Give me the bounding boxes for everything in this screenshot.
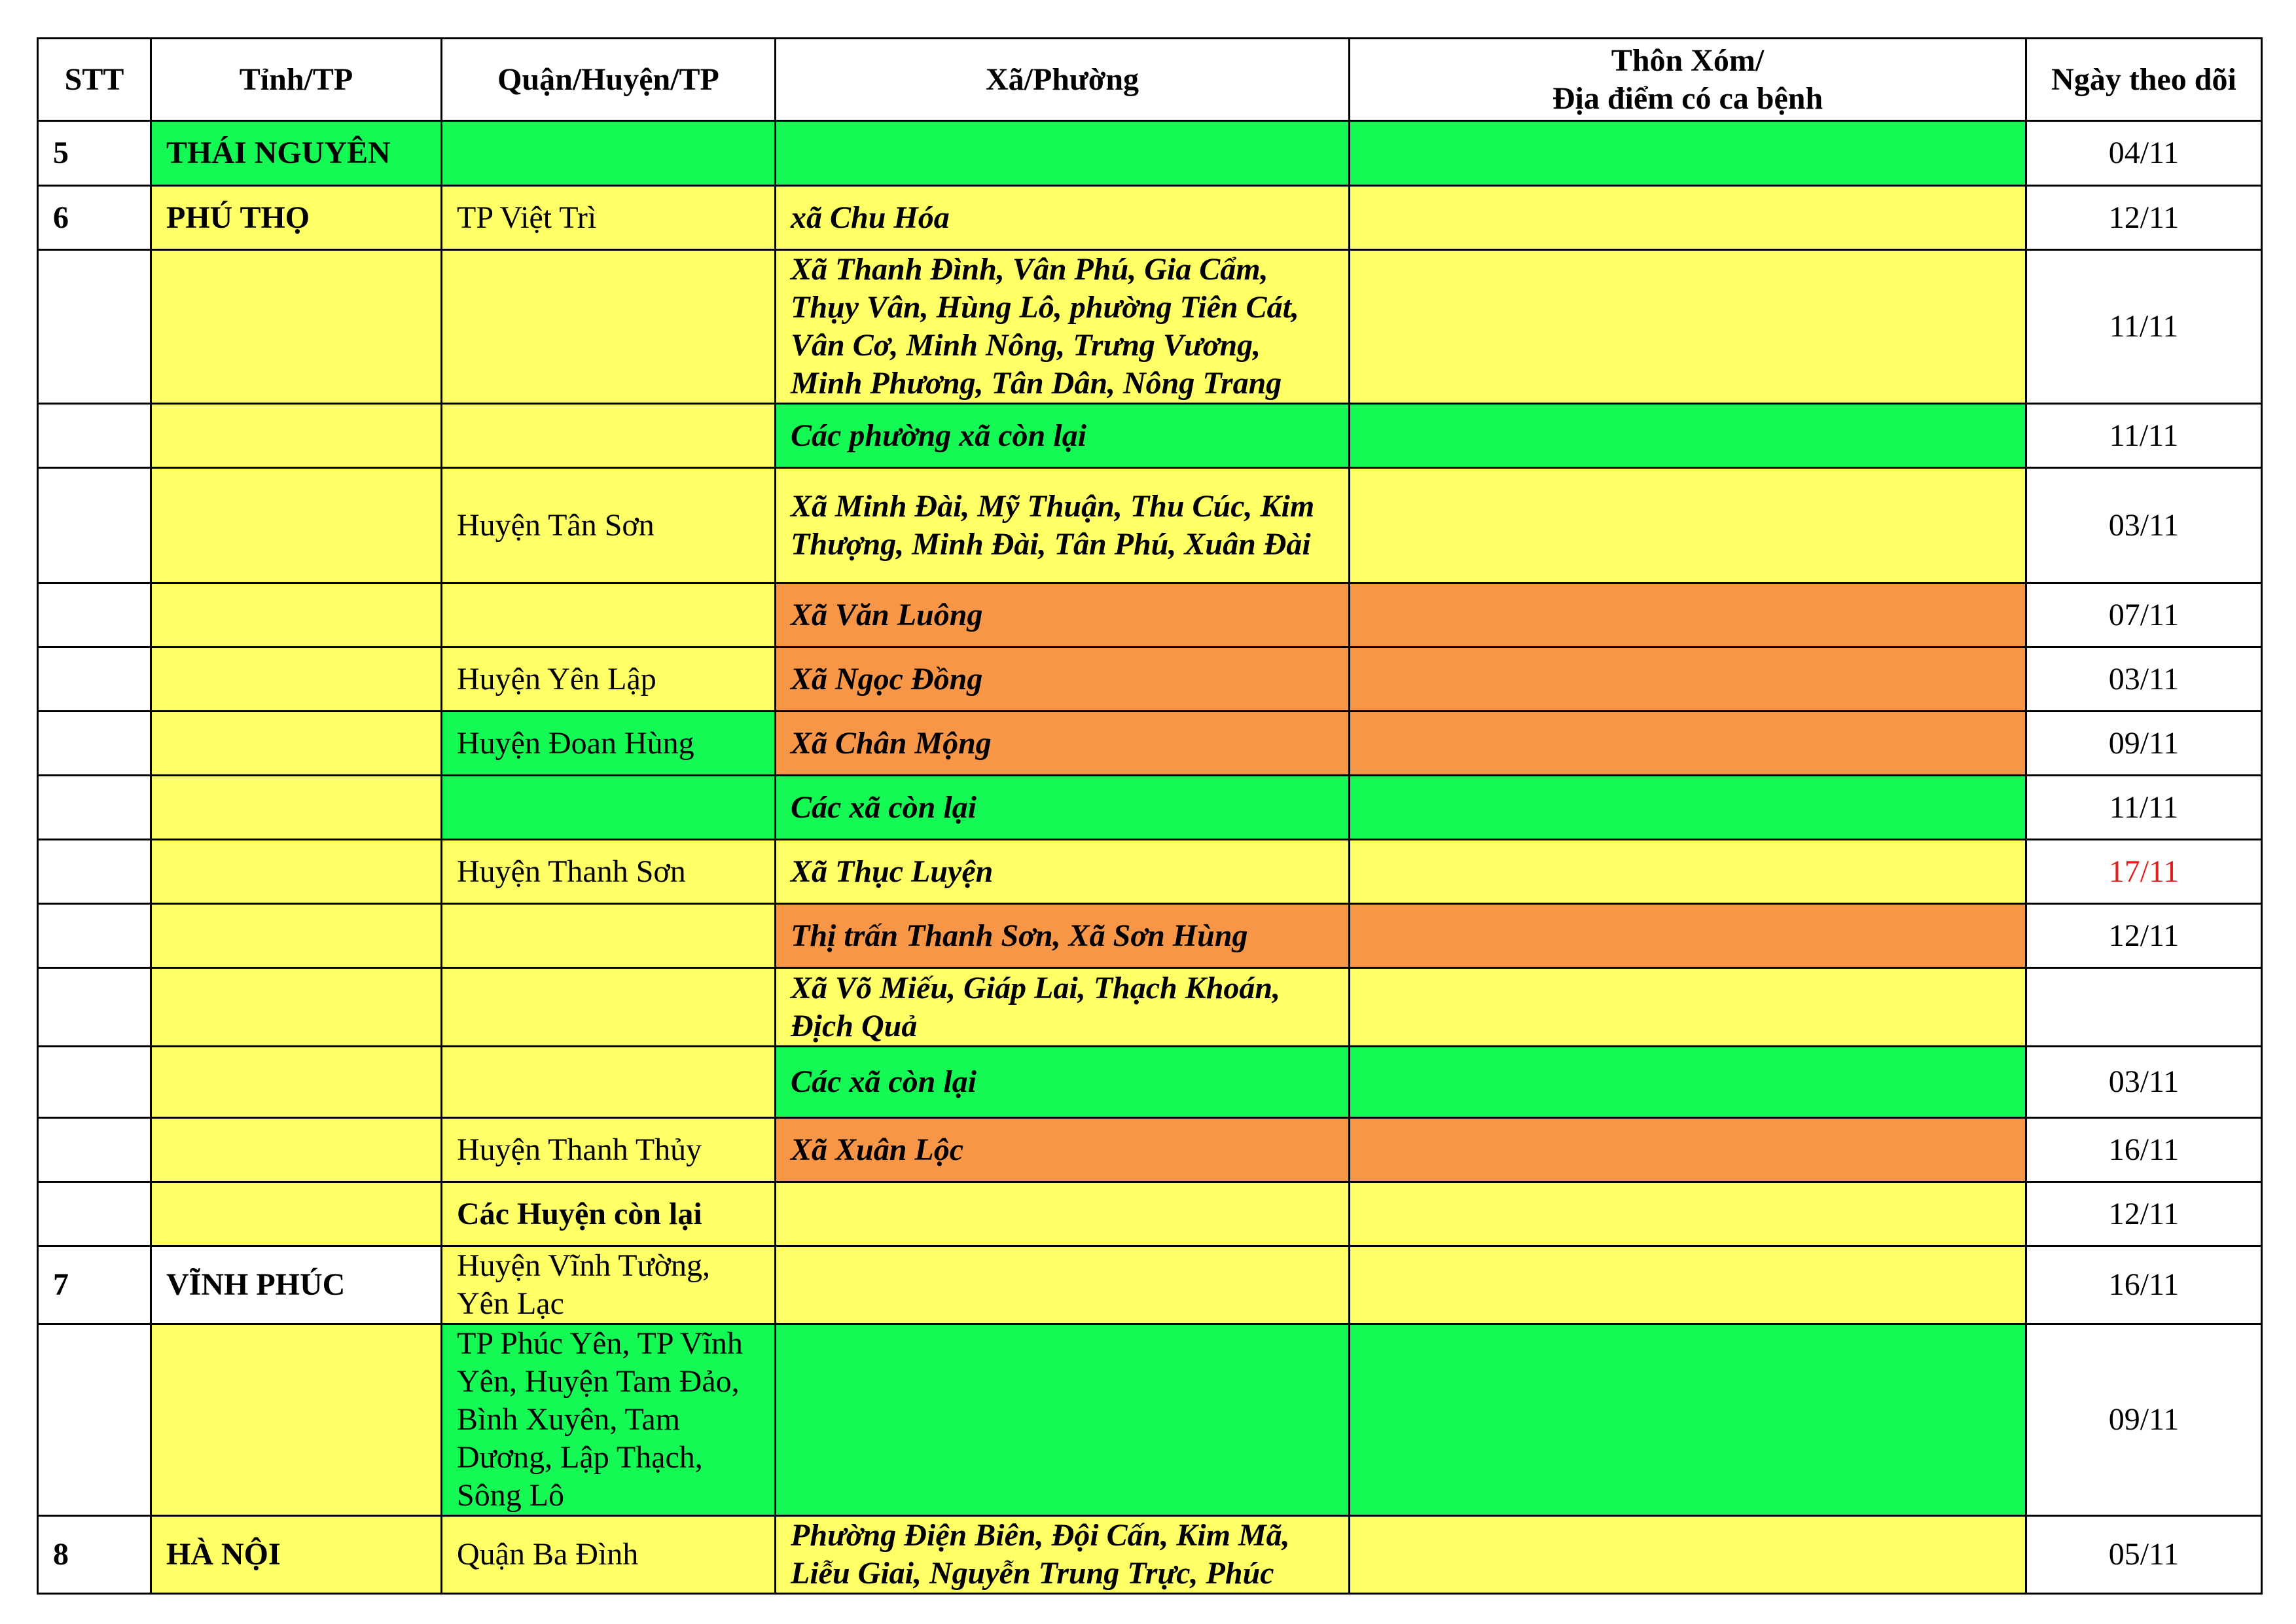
cell-commune: Xã Võ Miếu, Giáp Lai, Thạch Khoán, Địch Quả (776, 968, 1350, 1047)
cell-district (442, 250, 776, 404)
cell-commune (776, 1246, 1350, 1324)
cell-commune: Xã Chân Mộng (776, 712, 1350, 776)
cell-village (1350, 186, 2026, 250)
cell-district (442, 776, 776, 840)
table-row (38, 583, 2262, 647)
cell-date: 11/11 (2026, 250, 2262, 404)
table-row (38, 1246, 2262, 1324)
cell-village (1350, 1047, 2026, 1118)
cell-province: THÁI NGUYÊN (151, 121, 442, 186)
cell-stt (38, 968, 151, 1047)
cell-date: 09/11 (2026, 1324, 2262, 1516)
cell-district: Huyện Thanh Thủy (442, 1118, 776, 1182)
cell-date: 03/11 (2026, 647, 2262, 712)
cell-date: 07/11 (2026, 583, 2262, 647)
cell-district: Huyện Đoan Hùng (442, 712, 776, 776)
cell-stt (38, 647, 151, 712)
cell-village (1350, 250, 2026, 404)
cell-district: Quận Ba Đình (442, 1516, 776, 1594)
cell-date: 11/11 (2026, 776, 2262, 840)
table-row (38, 468, 2262, 583)
cell-village (1350, 1118, 2026, 1182)
cell-village (1350, 404, 2026, 468)
cell-stt (38, 1118, 151, 1182)
col-header-village (1350, 39, 2026, 121)
cell-stt (38, 583, 151, 647)
cell-date: 16/11 (2026, 1118, 2262, 1182)
col-header-date: Ngày theo dõi (2026, 39, 2262, 121)
table-row (38, 647, 2262, 712)
cell-date: 04/11 (2026, 121, 2262, 186)
cell-date: 12/11 (2026, 904, 2262, 968)
cell-province (151, 250, 442, 404)
cell-village (1350, 583, 2026, 647)
cell-date: 12/11 (2026, 1182, 2262, 1246)
cell-district: Huyện Vĩnh Tường, Yên Lạc (442, 1246, 776, 1324)
cell-province (151, 583, 442, 647)
col-header-stt: STT (38, 39, 151, 121)
cell-district: TP Phúc Yên, TP Vĩnh Yên, Huyện Tam Đảo, Bình Xuyên, Tam Dương, Lập Thạch, Sông Lô (442, 1324, 776, 1516)
cell-district (442, 404, 776, 468)
cell-province (151, 404, 442, 468)
cell-village (1350, 121, 2026, 186)
cell-commune: xã Chu Hóa (776, 186, 1350, 250)
cell-village (1350, 1516, 2026, 1594)
header-row (38, 39, 2262, 121)
table-row (38, 121, 2262, 186)
table-row (38, 404, 2262, 468)
cell-district: TP Việt Trì (442, 186, 776, 250)
table-row (38, 776, 2262, 840)
cell-village (1350, 468, 2026, 583)
cell-commune: Xã Thanh Đình, Vân Phú, Gia Cẩm, Thụy Vân, Hùng Lô, phường Tiên Cát, Vân Cơ, Minh Nông, Trưng Vương, Minh Phương, Tân Dân, Nông Trang (776, 250, 1350, 404)
cell-village (1350, 968, 2026, 1047)
cell-commune: Xã Thục Luyện (776, 840, 1350, 904)
cell-province (151, 1118, 442, 1182)
cell-commune: Xã Xuân Lộc (776, 1118, 1350, 1182)
cell-stt (38, 1047, 151, 1118)
cell-district (442, 583, 776, 647)
cell-district (442, 121, 776, 186)
cell-province (151, 776, 442, 840)
cell-village (1350, 904, 2026, 968)
cell-stt (38, 468, 151, 583)
cell-village (1350, 647, 2026, 712)
cell-district: Huyện Thanh Sơn (442, 840, 776, 904)
cell-date: 12/11 (2026, 186, 2262, 250)
cell-stt (38, 250, 151, 404)
cell-date: 03/11 (2026, 468, 2262, 583)
col-header-commune: Xã/Phường (776, 39, 1350, 121)
tracking-table (37, 37, 2263, 1595)
cell-commune: Thị trấn Thanh Sơn, Xã Sơn Hùng (776, 904, 1350, 968)
table-row (38, 186, 2262, 250)
cell-stt (38, 776, 151, 840)
cell-stt (38, 404, 151, 468)
col-header-village-line1: Thôn Xóm/ (1611, 43, 1765, 78)
table-row (38, 840, 2262, 904)
cell-district: Huyện Yên Lập (442, 647, 776, 712)
table-row (38, 1118, 2262, 1182)
col-header-district: Quận/Huyện/TP (442, 39, 776, 121)
cell-date: 16/11 (2026, 1246, 2262, 1324)
cell-province (151, 1182, 442, 1246)
table-row (38, 1047, 2262, 1118)
cell-province (151, 712, 442, 776)
cell-commune: Xã Minh Đài, Mỹ Thuận, Thu Cúc, Kim Thượng, Minh Đài, Tân Phú, Xuân Đài (776, 468, 1350, 583)
cell-province: HÀ NỘI (151, 1516, 442, 1594)
cell-village (1350, 712, 2026, 776)
cell-commune: Phường Điện Biên, Đội Cấn, Kim Mã, Liễu Giai, Nguyễn Trung Trực, Phúc (776, 1516, 1350, 1594)
cell-province (151, 904, 442, 968)
cell-date: 05/11 (2026, 1516, 2262, 1594)
cell-village (1350, 1324, 2026, 1516)
cell-province (151, 968, 442, 1047)
col-header-province: Tỉnh/TP (151, 39, 442, 121)
col-header-village-line2: Địa điểm có ca bệnh (1552, 81, 1823, 116)
cell-province: PHÚ THỌ (151, 186, 442, 250)
table-row (38, 1516, 2262, 1594)
cell-stt: 8 (38, 1516, 151, 1594)
cell-commune (776, 1182, 1350, 1246)
cell-province: VĨNH PHÚC (151, 1246, 442, 1324)
cell-province (151, 1047, 442, 1118)
cell-village (1350, 776, 2026, 840)
cell-stt: 6 (38, 186, 151, 250)
cell-province (151, 1324, 442, 1516)
cell-village (1350, 1182, 2026, 1246)
cell-commune (776, 1324, 1350, 1516)
cell-commune: Các xã còn lại (776, 1047, 1350, 1118)
table-row (38, 968, 2262, 1047)
cell-stt: 5 (38, 121, 151, 186)
cell-province (151, 647, 442, 712)
table-row (38, 250, 2262, 404)
cell-stt (38, 904, 151, 968)
cell-commune: Các phường xã còn lại (776, 404, 1350, 468)
cell-stt (38, 1324, 151, 1516)
cell-district (442, 904, 776, 968)
table-row (38, 904, 2262, 968)
table-row (38, 712, 2262, 776)
cell-stt (38, 840, 151, 904)
cell-stt (38, 1182, 151, 1246)
cell-village (1350, 840, 2026, 904)
cell-date: 11/11 (2026, 404, 2262, 468)
cell-district (442, 1047, 776, 1118)
cell-date: 17/11 (2026, 840, 2262, 904)
cell-district: Các Huyện còn lại (442, 1182, 776, 1246)
cell-date: 09/11 (2026, 712, 2262, 776)
cell-province (151, 840, 442, 904)
cell-province (151, 468, 442, 583)
cell-district: Huyện Tân Sơn (442, 468, 776, 583)
cell-village (1350, 1246, 2026, 1324)
cell-commune: Xã Ngọc Đồng (776, 647, 1350, 712)
table-row (38, 1324, 2262, 1516)
cell-stt: 7 (38, 1246, 151, 1324)
cell-commune (776, 121, 1350, 186)
table-row (38, 1182, 2262, 1246)
cell-date: 03/11 (2026, 1047, 2262, 1118)
cell-date (2026, 968, 2262, 1047)
cell-commune: Xã Văn Luông (776, 583, 1350, 647)
cell-stt (38, 712, 151, 776)
cell-district (442, 968, 776, 1047)
cell-commune: Các xã còn lại (776, 776, 1350, 840)
